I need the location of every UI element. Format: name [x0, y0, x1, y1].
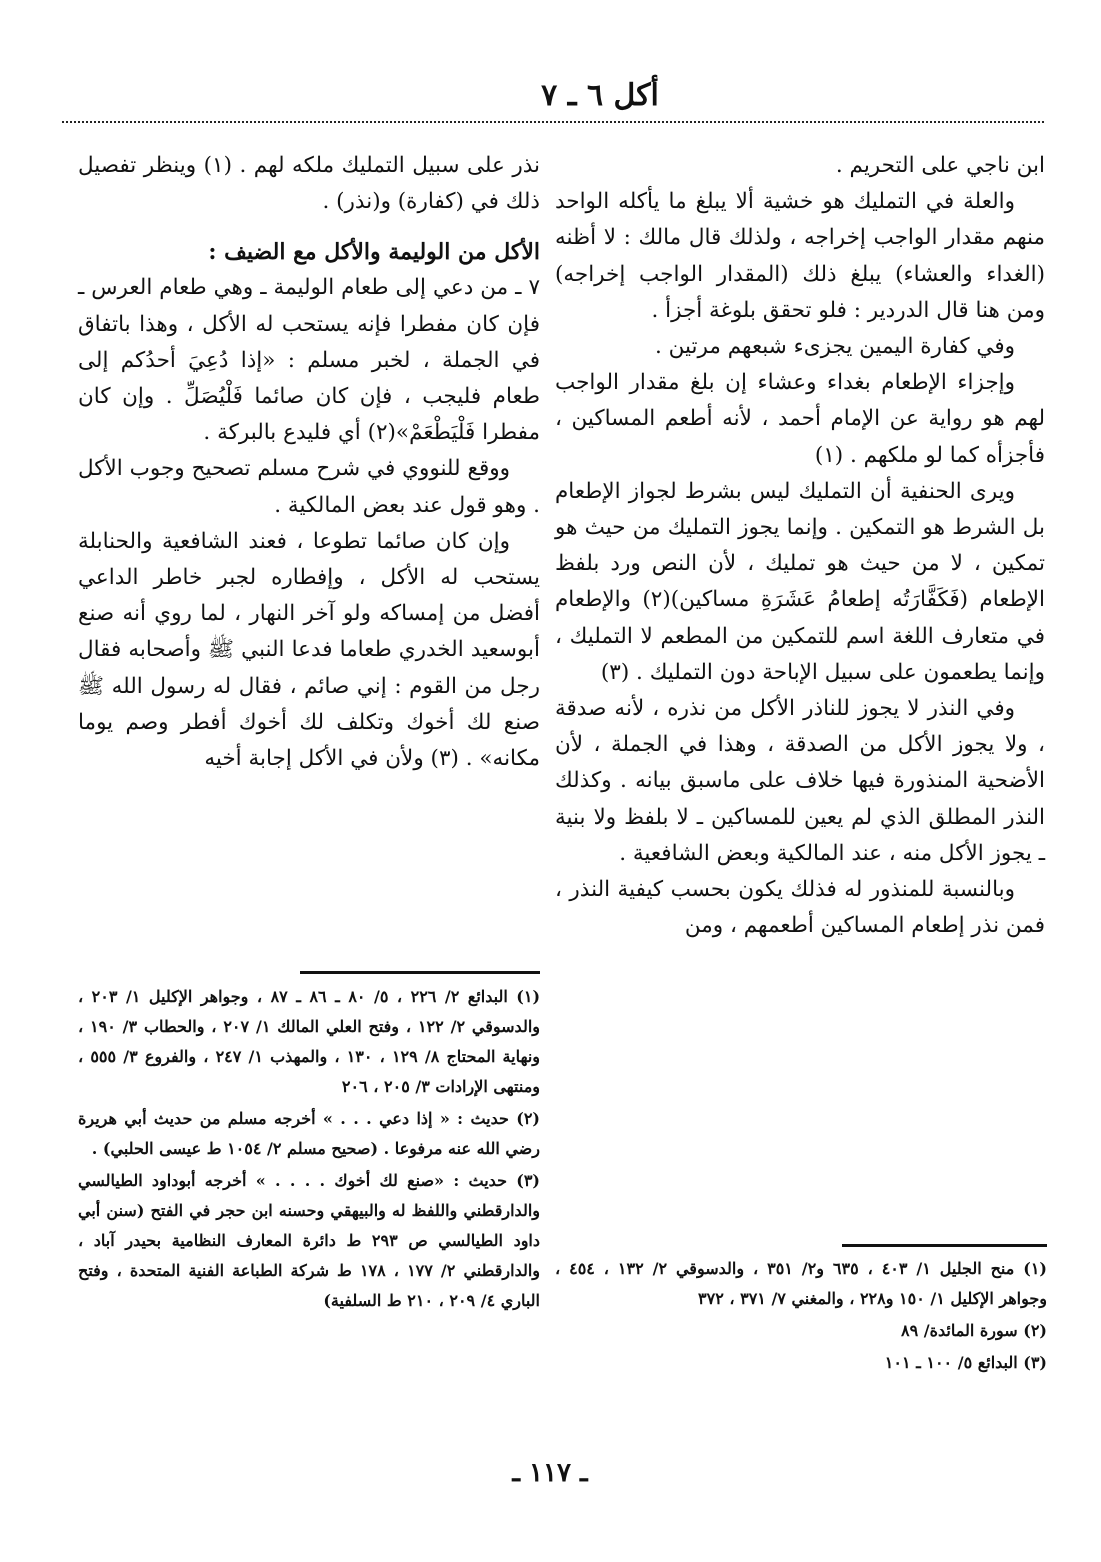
page-header-title: أكل ٦ ـ ٧ [541, 78, 659, 113]
paragraph: وفي كفارة اليمين يجزىء شبعهم مرتين . [655, 334, 1015, 360]
footnote: (٣) حديث : «صنع لك أخوك . . . . » أخرجه أبوداود الطيالسي والدارقطني واللفظ له والبيهقي وحسنه ابن حجر في الفتح (سنن أبي داود الطيالسي ص ٢٩٣ ط دائرة المعارف النظامية بحيدر آباد ، والدارقطني ٢/ ١٧٧ ، ١٧٨ ط شركة الطباعة الفنية المتحدة ، وفتح الباري ٤/ ٢٠٩ ، ٢١٠ ط السلفية) [78, 1171, 541, 1310]
paragraph: ويرى الحنفية أن التمليك ليس بشرط لجواز الإطعام بل الشرط هو التمكين . وإنما يجوز التمليك من حيث هو تمكين ، لا من حيث هو تمليك ، لأن النص ورد بلفظ الإطعام (فَكَفَّارَتُه إطعامُ عَشَرَةِ مساكين)(٢) والإطعام في متعارف اللغة اسم للتمكين من المطعم لا التمليك ، وإنما يطعمون على سبيل الإباحة دون التمليك . (٣) [555, 478, 1045, 685]
section-heading: الأكل من الوليمة والأكل مع الضيف : [208, 239, 540, 266]
paragraph: والعلة في التمليك هو خشية ألا يبلغ ما يأكله الواحد منهم مقدار الواجب إخراجه ، ولذلك قال مالك : لا أظنه (الغداء والعشاء) يبلغ ذلك (المقدار الواجب إخراجه) ومن هنا قال الدردير : فلو تحقق بلوغة أجزأ . [555, 189, 1045, 323]
left-column [78, 148, 540, 777]
footnote: (١) البدائع ٢/ ٢٢٦ ، ٥/ ٨٠ ـ ٨٦ ـ ٨٧ ، وجواهر الإكليل ١/ ٢٠٣ ، والدسوقي ٢/ ١٢٢ ، وفتح العلي المالك ١/ ٢٠٧ ، والحطاب ٣/ ١٩٠ ، ونهاية المحتاج ٨/ ١٢٩ ، ١٣٠ ، والمهذب ١/ ٢٤٧ ، والفروع ٣/ ٥٥٥ ، ومنتهى الإرادات ٣/ ٢٠٥ ، ٢٠٦ [78, 987, 541, 1096]
footnote: (١) منح الجليل ١/ ٤٠٣ ، ٦٣٥ و٢/ ٣٥١ ، والدسوقي ٢/ ١٣٢ ، ٤٥٤ ، وجواهر الإكليل ١/ ١٥٠ و٢٢٨ ، والمغني ٧/ ٣٧١ ، ٣٧٢ [555, 1259, 1047, 1308]
right-column [555, 148, 1045, 944]
paragraph: وبالنسبة للمنذور له فذلك يكون بحسب كيفية النذر ، فمن نذر إطعام المساكين أطعمهم ، ومن [555, 877, 1045, 939]
left-footnotes [78, 982, 540, 1318]
paragraph: ووقع للنووي في شرح مسلم تصحيح وجوب الأكل . وهو قول عند بعض المالكية . [78, 456, 540, 518]
header-dotted-divider [62, 121, 1044, 123]
footnote-divider-right [842, 1244, 1047, 1247]
footnote: (٢) سورة المائدة/ ٨٩ [901, 1321, 1047, 1340]
right-footnotes [555, 1254, 1047, 1380]
footnote: (٣) البدائع ٥/ ١٠٠ ـ ١٠١ [884, 1353, 1047, 1372]
paragraph: وإن كان صائما تطوعا ، فعند الشافعية والحنابلة يستحب له الأكل ، وإفطاره لجبر خاطر الداعي أفضل من إمساكه ولو آخر النهار ، لما روي أنه صنع أبوسعيد الخدري طعاما فدعا النبي ﷺ وأصحابه فقال رجل من القوم : إني صائم ، فقال له رسول الله ﷺ صنع لك أخوك وتكلف لك أخوك أفطر وصم يوما مكانه» . (٣) ولأن في الأكل إجابة أخيه [78, 528, 540, 772]
paragraph: وإجزاء الإطعام بغداء وعشاء إن بلغ مقدار الواجب لهم هو رواية عن الإمام أحمد ، لأنه أطعم المساكين ، فأجزأه كما لو ملكهم . (١) [555, 370, 1045, 468]
paragraph: ابن ناجي على التحريم . [835, 153, 1045, 178]
page-number: ـ ١١٧ ـ [512, 1458, 588, 1488]
footnote: (٢) حديث : « إذا دعي . . . » أخرجه مسلم من حديث أبي هريرة رضي الله عنه مرفوعا . (صحيح مسلم ٢/ ١٠٥٤ ط عيسى الحلبي) . [78, 1109, 540, 1158]
footnote-divider-left [300, 971, 540, 974]
paragraph: نذر على سبيل التمليك ملكه لهم . (١) وينظر تفصيل ذلك في (كفارة) و(نذر) . [78, 153, 541, 215]
paragraph: ٧ ـ من دعي إلى طعام الوليمة ـ وهي طعام العرس ـ فإن كان مفطرا فإنه يستحب له الأكل ، وهذا باتفاق في الجملة ، لخبر مسلم : «إذا دُعِيَ أحدُكم إلى طعام فليجب ، فإن كان صائما فَلْيُصَلِّ . وإن كان مفطرا فَلْيَطْعَمْ»(٢) أي فليدع بالبركة . [78, 275, 540, 446]
paragraph: وفي النذر لا يجوز للناذر الأكل من نذره ، لأنه صدقة ، ولا يجوز الأكل من الصدقة ، وهذا في الجملة ، لأن الأضحية المنذورة فيها خلاف على ماسبق بيانه . وكذلك النذر المطلق الذي لم يعين للمساكين ـ لا بلفظ ولا بنية ـ يجوز الأكل منه ، عند المالكية وبعض الشافعية . [555, 696, 1045, 866]
